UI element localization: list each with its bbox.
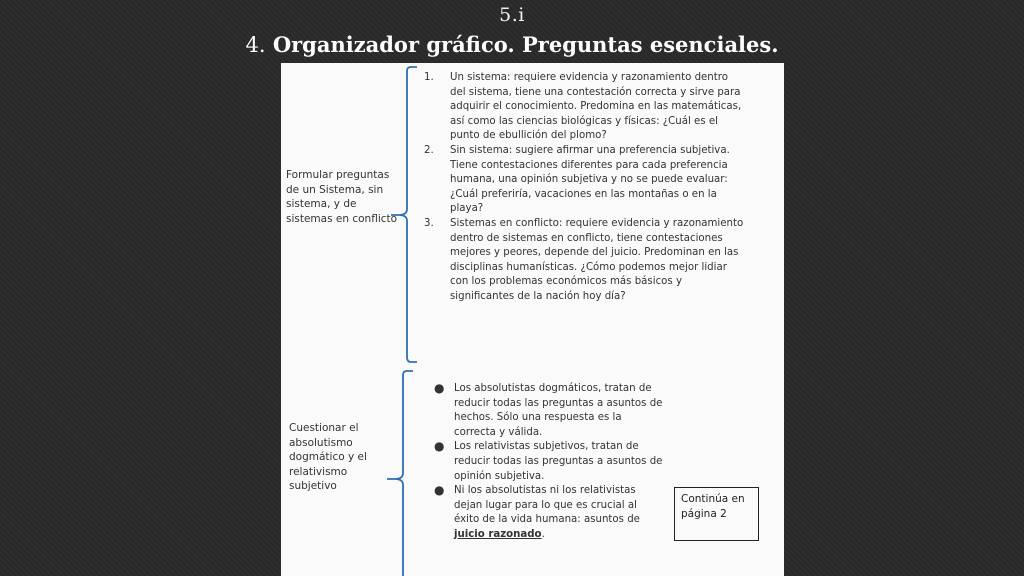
list-item: ● Los absolutistas dogmáticos, tratan de reducir todas las preguntas a asuntos de hechos. Sólo una respuesta es la correcta y válida.: [434, 381, 663, 438]
list-item: 2. Sin sistema: sugiere afirmar una preferencia subjetiva. Tiene contestaciones diferentes para cada preferencia humana, una opinión subjetiva y no se puede evaluar: ¿Cuál preferiría, vacaciones en las montañas o en la playa?: [424, 144, 730, 215]
list-item: 1. Un sistema: requiere evidencia y razonamiento dentro del sistema, tiene una contestación correcta y sirve para adquirir el conocimiento. Predomina en las matemáticas, así como las ciencias biológicas y físicas: ¿Cuál es el punto de ebullición del plomo?: [424, 72, 742, 142]
list-item: ● Ni los absolutistas ni los relativistas dejan lugar para lo que es crucial al éxito de la vida humana: asuntos de juicio razonado.: [434, 483, 640, 540]
bullet-icon: ●: [434, 439, 445, 454]
bullet-icon: ●: [434, 483, 445, 498]
title-number: 4.: [245, 33, 266, 57]
section2-brace: [385, 369, 415, 576]
section2-label: Cuestionar el absolutismo dogmático y el relativismo subjetivo: [289, 422, 367, 493]
section2-list: [431, 382, 663, 543]
list-item: 3. Sistemas en conflicto: requiere evidencia y razonamiento dentro de sistemas en conflicto, tiene contestaciones mejores y peores, depende del juicio. Predominan en las disciplinas humanísticas. ¿Cómo podemos mejor lidiar con los problemas económicos más básicos y significantes de la nación hoy día?: [424, 217, 744, 302]
emphasis-text: juicio razonado: [454, 528, 542, 540]
bullet-icon: ●: [434, 381, 445, 395]
slide-number: 5.i: [499, 4, 525, 26]
section1-brace: [389, 65, 419, 367]
slide-title: [0, 32, 1024, 57]
title-text: Organizador gráfico. Preguntas esenciales.: [272, 32, 779, 57]
document-page: [281, 63, 784, 576]
section1-list: [424, 71, 744, 305]
continuation-note: Continúa en página 2: [674, 487, 759, 541]
list-item: ● Los relativistas subjetivos, tratan de reducir todas las preguntas a asuntos de opinión subjetiva.: [434, 439, 663, 482]
section1-label: Formular preguntas de un Sistema, sin sistema, y de sistemas en conflicto: [286, 169, 398, 225]
